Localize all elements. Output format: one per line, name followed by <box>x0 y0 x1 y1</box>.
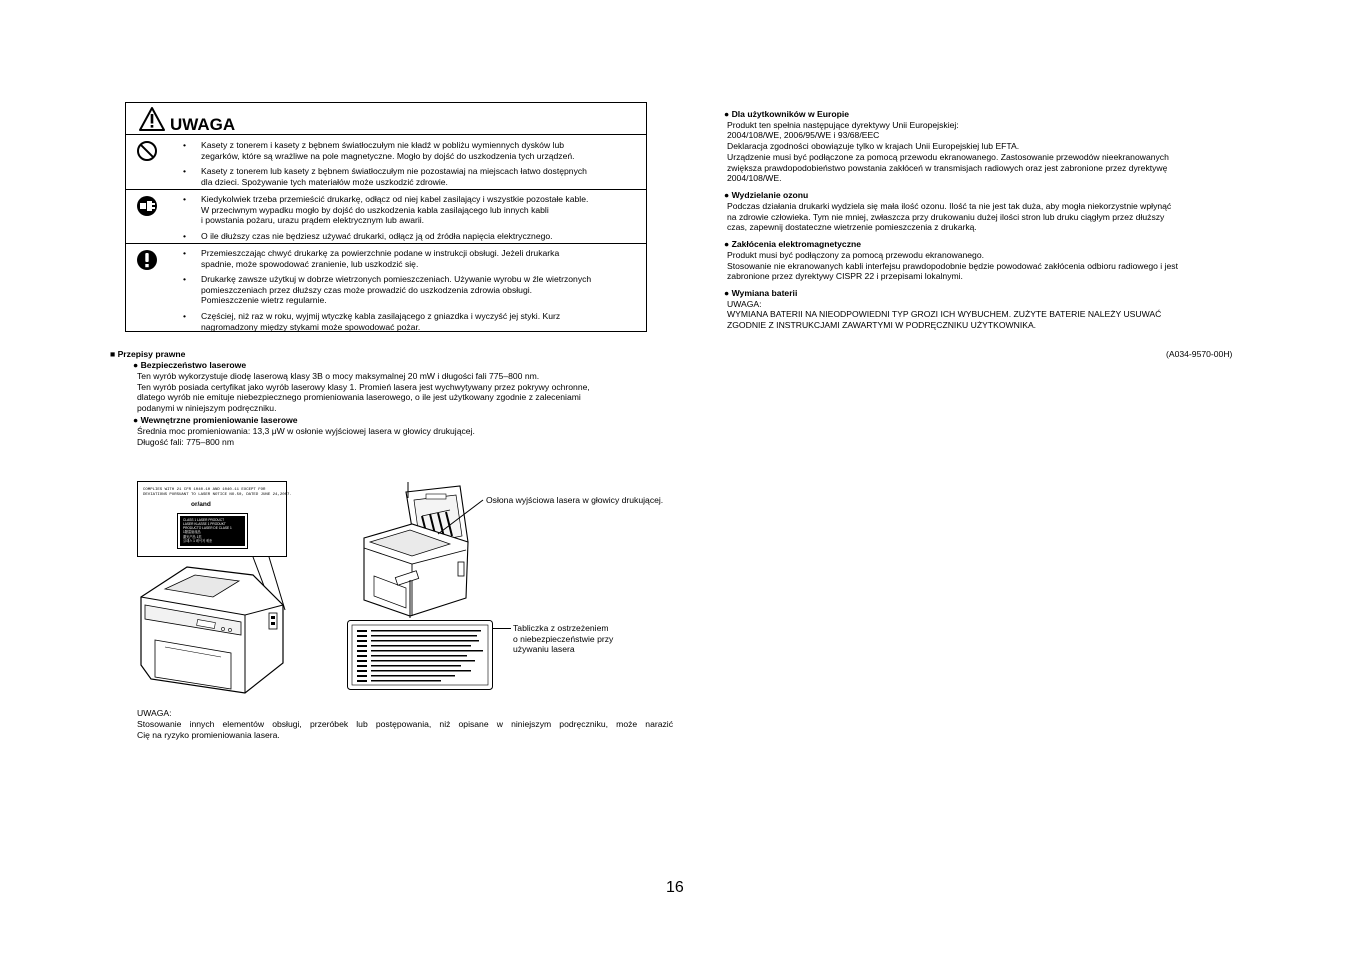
class1-text: CLASS 1 LASER PRODUCT <box>183 518 225 522</box>
section-line: zabronione przez dyrektywy CISPR 22 i przepisami lokalnymi. <box>727 271 963 282</box>
warning-text: W przeciwnym wypadku mogło by dojść do uszkodzenia kabla zasilającego lub innych kabli <box>201 204 549 215</box>
section-line: UWAGA: <box>727 298 762 309</box>
radiation-line: Długość fali: 775–800 nm <box>137 436 234 447</box>
document-code: (A034-9570-00H) <box>1166 349 1233 359</box>
warning-text: pomieszczeniach przez dłuższy czas może prowadzić do uszkodzenia zdrowia obsługi. <box>201 284 533 295</box>
caption-line: o niebezpieczeństwie przy <box>513 633 614 644</box>
caption-laser-outlet: Osłona wyjściowa lasera w głowicy drukującej. <box>486 495 664 505</box>
warning-section-storage: • Kasety z tonerem i kasety z bębnem światłoczułym nie kładź w pobliżu wymiennych dysków lub zegarków, które są wrażliwe na pole magnetyczne. Mogło by dojść do uszkodzenia tych urządzeń. • Kasety z tonerem lub kasety z bębnem światłoczułym nie pozostawiaj na miejscach łatwo dostępnych dla dzieci. Spożywanie tych materiałów może uszkodzić zdrowie. <box>126 135 646 190</box>
warning-text: nagromadzony między stykami może spowodować pożar. <box>201 321 421 332</box>
compliance-label-callout <box>137 481 292 557</box>
warning-text: i powstania pożaru, urazu prądem elektrycznym lub awarii. <box>201 215 425 226</box>
section-line: Stosowanie nie ekranowanych kabli interfejsu prawdopodobnie będzie powodować zakłócenia odbioru radiowego i jest <box>727 260 1178 271</box>
compliance-text: COMPLIES WITH 21 CFR 1040.10 AND 1040.11 EXCEPT FOR <box>143 488 266 492</box>
warning-section-power: • Kiedykolwiek trzeba przemieścić drukarkę, odłącz od niej kabel zasilający i wszystkie pozostałe kable. W przeciwnym wypadku mogło by dojść do uszkodzenia kabla zasilającego lub innych kabli i powstania pożaru, urazu prądem elektrycznym lub awarii. • O ile dłuższy czas nie będziesz używać drukarki, odłącz ją od źródła napięcia elektrycznego. <box>126 190 646 244</box>
section-heading: ● Wymiana baterii <box>724 288 798 299</box>
regs-heading: ■ Przepisy prawne <box>110 349 186 359</box>
note-label: UWAGA: <box>137 708 172 718</box>
printer-illustration-open <box>350 480 485 620</box>
laser-line: dlatego wyrób nie emituje niebezpiecznego promieniowania laserowego, o ile jest użytkowany zgodnie z zaleceniami <box>137 392 581 403</box>
caption-line: Tabliczka z ostrzeżeniem <box>513 623 609 633</box>
caption-warning-plate <box>513 623 613 655</box>
warning-text: Kasety z tonerem lub kasety z bębnem światłoczułym nie pozostawiaj na miejscach łatwo dostępnych <box>201 166 587 176</box>
exclamation-icon <box>136 249 158 271</box>
internal-radiation-text <box>137 426 475 447</box>
class1-text: LASER KLASSE 1 PRODUKT <box>183 522 226 527</box>
section-line: 2004/108/WE. <box>727 173 782 184</box>
warning-text: Drukarkę zawsze użytkuj w dobrze wietrzonych pomieszczeniach. Używanie wyrobu w źle wietrzonych <box>201 274 592 284</box>
section-line: Produkt musi być podłączony za pomocą przewodu ekranowanego. <box>727 249 985 260</box>
warning-text: spadnie, może spowodować zranienie, lub uszkodzić się. <box>201 258 419 269</box>
warning-text: Częściej, niż raz w roku, wyjmij wtyczkę kabla zasilającego z gniazdka i wyczyść jej styki. Kurz <box>201 311 561 321</box>
warning-text: Kasety z tonerem i kasety z bębnem światłoczułym nie kładź w pobliżu wymiennych dysków lub <box>201 140 565 150</box>
or-and-label: or/and <box>191 501 211 508</box>
section-line: zwiększa prawdopodobieństwo powstania zakłóceń w transmisjach radiowych oraz jest zabronione przez dyrektywę <box>727 162 1168 173</box>
class1-text: PRODUCTO LASER DE CLASE 1 <box>183 526 232 531</box>
section-line: na zdrowie człowieka. Tym nie mniej, zwłaszcza przy drukowaniu dużej ilości stron lub druku ciągłym przez dłuższy <box>727 211 1165 222</box>
note-text <box>137 719 673 740</box>
section-line: ZGODNIE Z INSTRUKCJAMI ZAWARTYMI W PODRĘCZNIKU UŻYTKOWNIKA. <box>727 320 1037 331</box>
section-europe <box>724 109 1244 184</box>
internal-radiation-heading: ● Wewnętrzne promieniowanie laserowe <box>133 415 298 425</box>
note-line: Stosowanie innych elementów obsługi, przeróbek lub postępowania, niż opisane w niniejszym podręczniku, może narazić <box>137 719 673 729</box>
caption-leader-line <box>493 628 511 629</box>
laser-safety-heading: ● Bezpieczeństwo laserowe <box>133 360 247 370</box>
section-line: Deklaracja zgodności obowiązuje tylko w krajach Unii Europejskiej lub EFTA. <box>727 141 1020 152</box>
class1-text: 1類雷射產品 <box>183 530 201 535</box>
radiation-line: Średnia moc promieniowania: 13,3 μW w osłonie wyjściowej lasera w głowicy drukującej. <box>137 426 475 436</box>
warning-text: Przemieszczając chwyć drukarkę za powierzchnie podane w instrukcji obsługi. Jeżeli drukarka <box>201 248 560 258</box>
unplug-icon <box>136 195 158 217</box>
laser-line: podanymi w niniejszym podręczniku. <box>137 403 277 414</box>
section-ozone <box>724 190 1244 233</box>
laser-line: Ten wyrób wykorzystuje diodę laserową klasy 3B o mocy maksymalnej 20 mW i długości fali 775–800 nm. <box>137 371 540 381</box>
warning-text: O ile dłuższy czas nie będziesz używać drukarki, odłącz ją od źródła napięcia elektrycznego. <box>201 231 553 241</box>
laser-safety-text <box>137 371 590 414</box>
laser-warning-plate <box>347 620 493 690</box>
warning-header <box>126 103 646 135</box>
section-emc <box>724 239 1244 282</box>
right-column <box>724 109 1244 331</box>
class1-label <box>177 513 248 549</box>
class1-text: 激光产品 1类 <box>183 534 202 539</box>
page-number: 16 <box>666 879 684 896</box>
laser-line: Ten wyrób posiada certyfikat jako wyrób laserowy klasy 1. Promień lasera jest wychwytywany przez pokrywy ochronne, <box>137 381 590 392</box>
class1-text: 클래스 1 레이저 제품 <box>183 538 213 543</box>
warning-box <box>125 102 647 332</box>
warning-section-handling: • Przemieszczając chwyć drukarkę za powierzchnie podane w instrukcji obsługi. Jeżeli drukarka spadnie, może spowodować zranienie, lub uszkodzić się. • Drukarkę zawsze użytkuj w dobrze wietrzonych pomieszczeniach. Używanie wyrobu w źle wietrzonych pomieszczeniach przez dłuższy czas może prowadzić do uszkodzenia zdrowia obsługi. Pomieszczenie wietrz regularnie. • Częściej, niż raz w roku, wyjmij wtyczkę kabla zasilającego z gniazdka i wyczyść jej styki. Kurz nagromadzony między stykami może spowodować pożar. <box>126 244 646 332</box>
section-line: Urządzenie musi być podłączone za pomocą przewodu ekranowanego. Zastosowanie przewodów nieekranowanych <box>727 151 1169 162</box>
note-line: Cię na ryzyko promieniowania lasera. <box>137 729 280 740</box>
section-line: Produkt ten spełnia następujące dyrektywy Unii Europejskiej: <box>727 119 959 130</box>
section-line: Podczas działania drukarki wydziela się mała ilość ozonu. Ilość ta nie jest tak duża, aby mogła niekorzystnie wpłynąć <box>727 200 1172 211</box>
section-line: czas, zapewnij dostateczne wietrzenie pomieszczenia z drukarką. <box>727 222 977 233</box>
section-heading: ● Wydzielanie ozonu <box>724 190 809 201</box>
warning-text: Kiedykolwiek trzeba przemieścić drukarkę, odłącz od niej kabel zasilający i wszystkie pozostałe kable. <box>201 194 589 204</box>
compliance-text: DEVIATIONS PURSUANT TO LASER NOTICE NO.50, DATED JUNE 24,2007. <box>143 493 292 497</box>
warning-text: dla dzieci. Spożywanie tych materiałów może uszkodzić zdrowie. <box>201 176 448 187</box>
no-entry-icon <box>136 140 158 162</box>
warning-title: UWAGA <box>170 115 236 134</box>
section-line: 2004/108/WE, 2006/95/WE i 93/68/EEC <box>727 130 880 141</box>
section-heading: ● Zakłócenia elektromagnetyczne <box>724 239 862 250</box>
printer-illustration-closed <box>135 555 295 700</box>
warning-text: Pomieszczenie wietrz regularnie. <box>201 295 327 306</box>
warning-triangle-icon <box>138 106 166 132</box>
section-heading: ● Dla użytkowników w Europie <box>724 109 850 119</box>
section-line: WYMIANA BATERII NA NIEODPOWIEDNI TYP GROZI ICH WYBUCHEM. ZUŻYTE BATERIE NALEŻY USUWAĆ <box>727 309 1162 320</box>
section-battery <box>724 288 1244 331</box>
warning-text: zegarków, które są wrażliwe na pole magnetyczne. Mogło by dojść do uszkodzenia tych urządzeń. <box>201 150 575 161</box>
caption-line: używaniu lasera <box>513 644 575 655</box>
